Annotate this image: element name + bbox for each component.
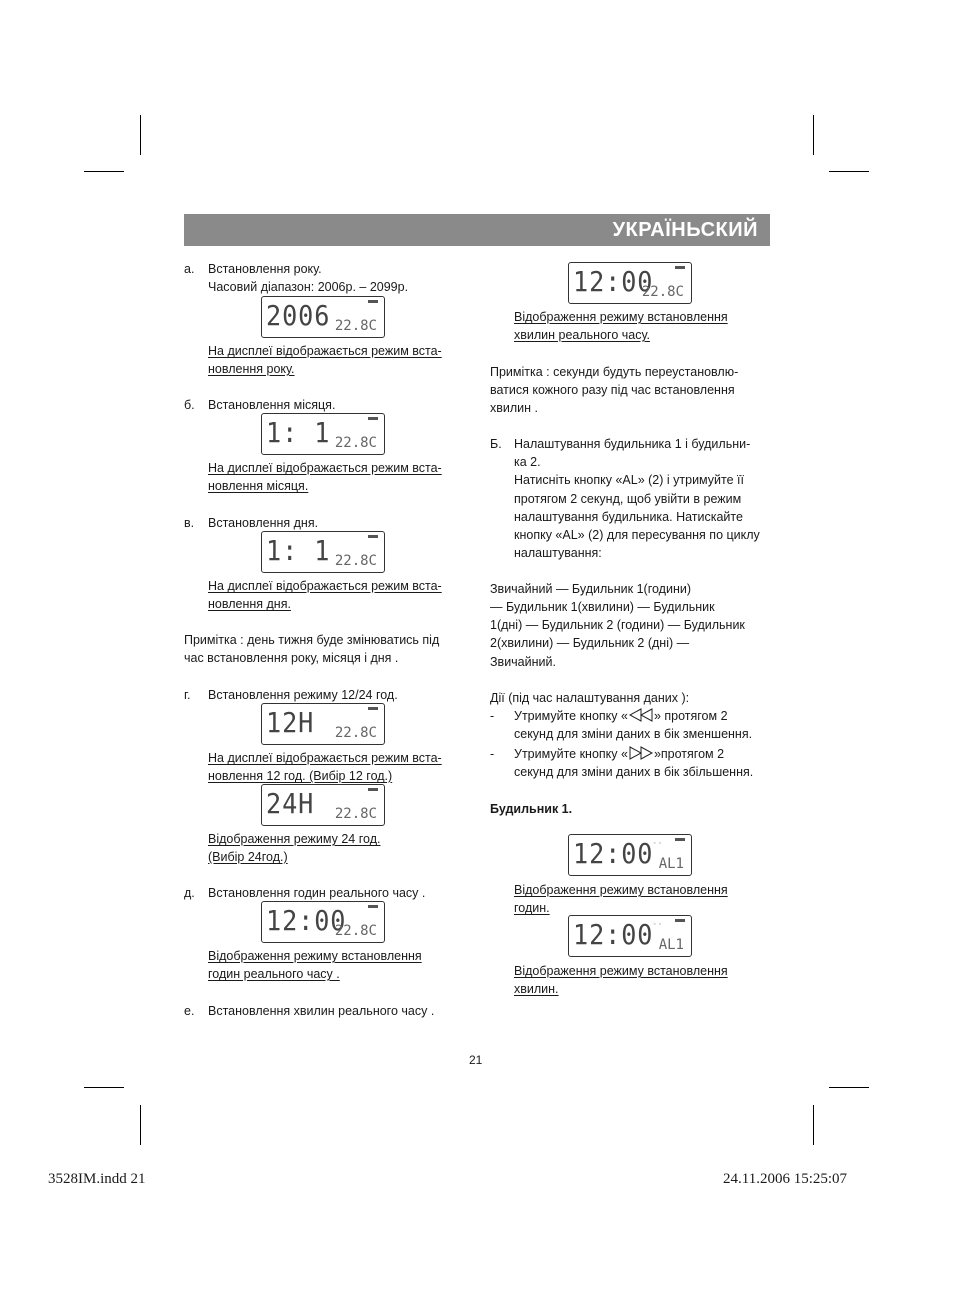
alarm-hours-caption: годин.	[514, 901, 550, 915]
cycle-text: Звичайний — Будильник 1(години)	[490, 582, 692, 596]
footer-filename: 3528IM.indd 21	[48, 1171, 146, 1187]
alarm1-title: Будильник 1.	[490, 802, 573, 816]
lcd-display-hours	[261, 901, 385, 943]
month-heading: Встановлення місяця.	[208, 398, 336, 412]
crop-mark	[829, 1087, 869, 1088]
increase-text: секунд для зміни даних в бік збільшення.	[514, 765, 754, 779]
alarm-minutes-caption: хвилин.	[514, 982, 559, 996]
lcd-indicator	[675, 919, 685, 922]
rewind-icon	[628, 708, 654, 722]
item-marker: а.	[184, 262, 195, 276]
lcd-indicator	[675, 838, 685, 841]
lcd-main-digits: 12:00	[573, 918, 654, 951]
lcd-indicator	[675, 266, 685, 269]
item-marker: г.	[184, 688, 191, 702]
year-range: Часовий діапазон: 2006р. – 2099р.	[208, 280, 409, 294]
year-caption: На дисплеї відображається режим вста-	[208, 344, 442, 358]
lcd-display-12h	[261, 703, 385, 745]
year-caption: новлення року.	[208, 362, 295, 376]
lcd-display-minutes	[568, 262, 692, 304]
lcd-indicator	[368, 300, 378, 303]
alarm-minutes-caption: Відображення режиму встановлення	[514, 964, 728, 978]
language-header	[184, 214, 770, 246]
lcd-main-digits: 12:00	[266, 904, 347, 937]
lcd-alarm-label: AL1	[658, 856, 684, 872]
hours-caption: Відображення режиму встановлення	[208, 949, 422, 963]
cycle-text: 2(хвилини) — Будильник 2 (дні) —	[490, 636, 690, 650]
24h-caption: Відображення режиму 24 год.	[208, 832, 381, 846]
increase-text: Утримуйте кнопку «	[514, 747, 628, 761]
crop-mark	[829, 171, 869, 172]
minutes-caption: Відображення режиму встановлення	[514, 310, 728, 324]
lcd-temperature: 22.8C	[334, 806, 377, 822]
header-title: УКРАЇНЬСКИЙ	[612, 219, 758, 241]
alarm-bell-icon: ◦ ◦	[653, 921, 662, 928]
seconds-note: ватися кожного разу під час встановлення	[490, 383, 735, 397]
day-caption: На дисплеї відображається режим вста-	[208, 579, 442, 593]
lcd-indicator	[368, 535, 378, 538]
footer-timestamp: 24.11.2006 15:25:07	[723, 1171, 848, 1187]
alarm-bell-icon: ◦ ◦	[653, 840, 662, 847]
bullet-dash: -	[490, 747, 495, 761]
seconds-note: Примітка : секунди будуть переустановлю-	[490, 365, 739, 379]
lcd-temperature: 22.8C	[334, 318, 377, 334]
decrease-text: секунд для зміни даних в бік зменшення.	[514, 727, 753, 741]
lcd-alarm-label: AL1	[658, 937, 684, 953]
lcd-main-digits: 2006	[266, 299, 331, 332]
fast-forward-icon	[628, 746, 654, 760]
lcd-display-day	[261, 531, 385, 573]
year-heading: Встановлення року.	[208, 262, 322, 276]
hour-mode-heading: Встановлення режиму 12/24 год.	[208, 688, 398, 702]
12h-caption: На дисплеї відображається режим вста-	[208, 751, 442, 765]
seconds-note: хвилин .	[490, 401, 538, 415]
lcd-indicator	[368, 905, 378, 908]
lcd-main-digits: 12:00	[573, 265, 654, 298]
lcd-display-year	[261, 296, 385, 338]
12h-caption: новлення 12 год. (Вибір 12 год.)	[208, 769, 393, 783]
lcd-indicator	[368, 788, 378, 791]
month-caption: На дисплеї відображається режим вста-	[208, 461, 442, 475]
alarm-text: Налаштування будильника 1 і будильни-	[514, 437, 751, 451]
alarm-text: налаштування:	[514, 546, 602, 560]
item-marker: е.	[184, 1004, 195, 1018]
lcd-main-digits: 24H	[266, 787, 315, 820]
crop-mark	[140, 115, 141, 155]
crop-mark	[84, 171, 124, 172]
actions-title: Дії (під час налаштування даних ):	[490, 691, 690, 705]
hours-caption: годин реального часу .	[208, 967, 340, 981]
item-marker: Б.	[490, 437, 502, 451]
increase-text: »протягом 2	[653, 747, 725, 761]
page-number: 21	[469, 1053, 483, 1067]
alarm-hours-caption: Відображення режиму встановлення	[514, 883, 728, 897]
bullet-dash: -	[490, 709, 495, 723]
month-caption: новлення місяця.	[208, 479, 309, 493]
cycle-text: Звичайний.	[490, 655, 556, 669]
decrease-instruction	[514, 707, 728, 725]
24h-caption: (Вибір 24год.)	[208, 850, 288, 864]
decrease-text: » протягом 2	[653, 709, 728, 723]
crop-mark	[813, 1105, 814, 1145]
lcd-display-alarm-hours	[568, 834, 692, 876]
lcd-temperature: 22.8C	[334, 725, 377, 741]
lcd-main-digits: 12:00	[573, 837, 654, 870]
alarm-text: Натисніть кнопку «AL» (2) і утримуйте її	[514, 473, 744, 487]
lcd-main-digits: 12H	[266, 706, 315, 739]
hours-heading: Встановлення годин реального часу .	[208, 886, 426, 900]
minutes-heading: Встановлення хвилин реального часу .	[208, 1004, 435, 1018]
lcd-temperature: 22.8C	[334, 553, 377, 569]
crop-mark	[813, 115, 814, 155]
lcd-temperature: 22.8C	[641, 284, 684, 300]
day-heading: Встановлення дня.	[208, 516, 319, 530]
lcd-display-24h	[261, 784, 385, 826]
cycle-text: 1(дні) — Будильник 2 (години) — Будильник	[490, 618, 745, 632]
crop-mark	[140, 1105, 141, 1145]
alarm-text: кнопку «AL» (2) для пересування по циклу	[514, 528, 760, 542]
lcd-display-month	[261, 413, 385, 455]
item-marker: д.	[184, 886, 195, 900]
item-marker: в.	[184, 516, 195, 530]
lcd-main-digits: 1: 1	[266, 416, 331, 449]
cycle-text: — Будильник 1(хвилини) — Будильник	[490, 600, 715, 614]
item-marker: б.	[184, 398, 195, 412]
crop-mark	[84, 1087, 124, 1088]
lcd-temperature: 22.8C	[334, 435, 377, 451]
weekday-note: час встановлення року, місяця і дня .	[184, 651, 399, 665]
alarm-text: налаштування будильника. Натискайте	[514, 510, 743, 524]
alarm-text: протягом 2 секунд, щоб увійти в режим	[514, 492, 742, 506]
lcd-indicator	[368, 707, 378, 710]
increase-instruction	[514, 745, 724, 763]
weekday-note: Примітка : день тижня буде змінюватись під	[184, 633, 440, 647]
day-caption: новлення дня.	[208, 597, 291, 611]
lcd-main-digits: 1: 1	[266, 534, 331, 567]
minutes-caption: хвилин реального часу.	[514, 328, 650, 342]
lcd-indicator	[368, 417, 378, 420]
lcd-temperature: 22.8C	[334, 923, 377, 939]
alarm-text: ка 2.	[514, 455, 541, 469]
lcd-display-alarm-minutes	[568, 915, 692, 957]
decrease-text: Утримуйте кнопку «	[514, 709, 628, 723]
